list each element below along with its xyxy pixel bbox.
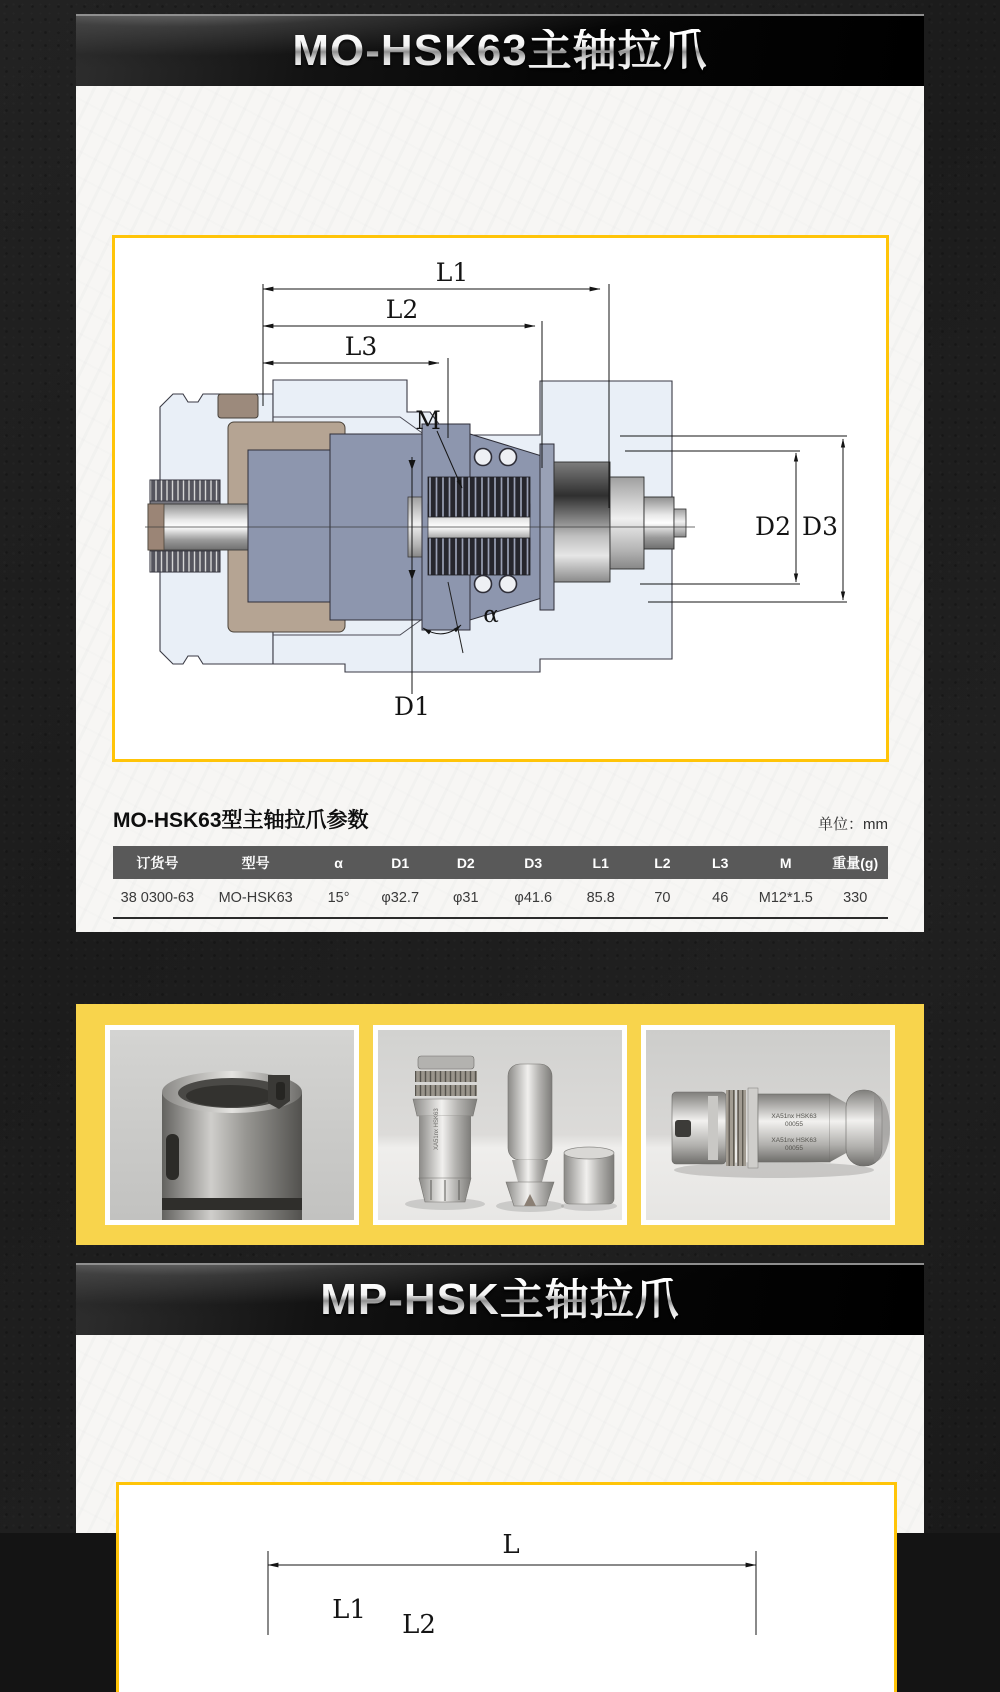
product-photo-sleeve-closeup: [105, 1025, 359, 1225]
cell-l1: 85.8: [586, 890, 615, 906]
col-d2: D2: [433, 846, 499, 879]
section-mo-hsk63: [76, 14, 924, 1173]
dim-label-l2: L2: [385, 295, 419, 324]
cell-d3: φ41.6: [514, 890, 553, 906]
svg-text:00055: 00055: [784, 1145, 804, 1152]
technical-drawing-2: [119, 1485, 894, 1640]
dim-label-d1: D1: [394, 692, 430, 721]
cell-weight: 330: [843, 890, 868, 906]
cell-l2: 70: [654, 890, 671, 906]
col-m: M: [749, 846, 822, 879]
cell-model: MO-HSK63: [218, 890, 293, 906]
col-model: 型号: [202, 846, 310, 879]
col-alpha: α: [310, 846, 368, 879]
section2-body: [76, 1335, 924, 1640]
col-l2: L2: [633, 846, 691, 879]
col-weight: 重量(g): [822, 846, 888, 879]
section1-title: MO-HSK63主轴拉爪: [292, 26, 708, 75]
cell-order-no: 38 0300-63: [120, 890, 195, 906]
laser-marking-line1: XA51nx HSK63: [771, 1113, 817, 1120]
section1-title-banner: [76, 14, 924, 86]
svg-text:XA51nx HSK63: XA51nx HSK63: [771, 1137, 817, 1144]
dim-label-l: L: [502, 1530, 520, 1560]
technical-drawing: [115, 238, 886, 759]
dim-label-alpha: α: [483, 602, 499, 628]
sleeve-part-illustration: [162, 1071, 302, 1220]
dim-label-l2-2: L2: [402, 1610, 436, 1640]
dim-label-l1-2: L1: [332, 1595, 366, 1625]
thread-section: [428, 477, 530, 517]
cell-l3: 46: [712, 890, 729, 906]
dim-label-d3: D3: [802, 512, 838, 541]
col-d3: D3: [499, 846, 568, 879]
col-l3: L3: [691, 846, 749, 879]
dim-label-l3: L3: [344, 332, 378, 361]
photo-band: [76, 1004, 924, 1245]
spec-table: [113, 846, 888, 919]
keyway-block: [218, 394, 258, 418]
product-photo-collets: [373, 1025, 627, 1225]
dim-label-m: M: [415, 406, 441, 435]
dim-label-l1: L1: [435, 258, 469, 287]
technical-drawing-frame-2: [116, 1482, 897, 1692]
laser-marking-line2: 00055: [784, 1121, 804, 1128]
section-mp-hsk: [76, 1263, 924, 1640]
cell-m: M12*1.5: [758, 890, 813, 906]
unit-label: 单位：mm: [818, 816, 888, 833]
col-order-no: 订货号: [113, 846, 202, 879]
section1-body: [76, 86, 924, 1152]
product-photo-assembly: [641, 1025, 895, 1225]
section2-title: MP-HSK主轴拉爪: [320, 1275, 680, 1324]
assembled-gripper-illustration: [672, 1088, 890, 1178]
spec-table-header-row: [113, 846, 888, 879]
col-d1: D1: [367, 846, 433, 879]
dim-label-d2: D2: [755, 512, 791, 541]
cell-d1: φ32.7: [381, 890, 420, 906]
cell-d2: φ31: [453, 890, 479, 906]
col-l1: L1: [568, 846, 634, 879]
parameters-header: [113, 804, 888, 834]
cell-alpha: 15°: [327, 890, 350, 906]
section2-title-banner: [76, 1263, 924, 1335]
parameters-title: MO-HSK63型主轴拉爪参数: [113, 809, 369, 832]
technical-drawing-frame: [112, 235, 889, 762]
parameters-block: [113, 804, 888, 919]
collet-marking-text: XA51nx HSK63: [434, 1108, 440, 1150]
spec-table-row: [113, 879, 888, 918]
